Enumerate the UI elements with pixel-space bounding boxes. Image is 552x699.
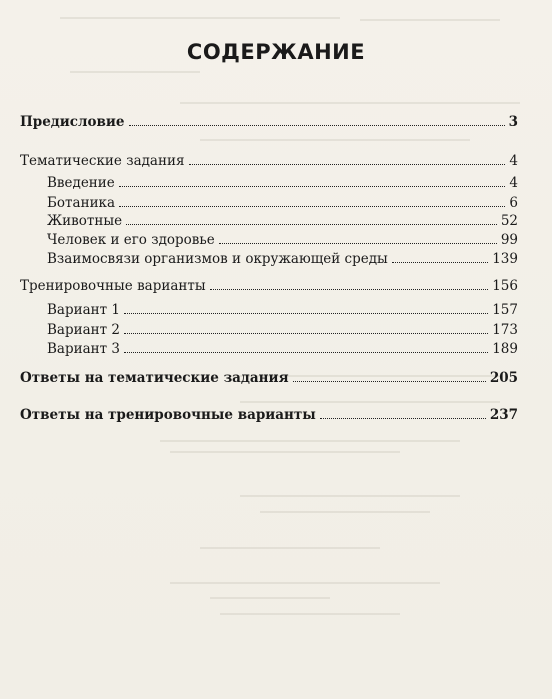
toc-entry-label: Тематические задания: [20, 153, 185, 169]
toc-page-number: 237: [489, 407, 518, 423]
toc-entry-label: Вариант 1: [47, 302, 121, 318]
dot-leader: [119, 186, 506, 187]
toc-page-number: 156: [492, 278, 518, 294]
toc-page-number: 4: [509, 153, 518, 169]
toc-page-number: 173: [492, 322, 518, 338]
dot-leader: [293, 381, 486, 382]
toc-entry-label: Человек и его здоровье: [47, 232, 215, 248]
toc-entry-training-variants[interactable]: [20, 277, 518, 295]
toc-page-number: 205: [489, 370, 518, 386]
dot-leader: [129, 125, 505, 126]
dot-leader: [320, 418, 486, 419]
toc-entry-variant-3[interactable]: [47, 340, 518, 358]
toc-entry-preface[interactable]: [20, 113, 518, 131]
toc-entry-label: Вариант 2: [47, 322, 121, 338]
toc-entry-label: Взаимосвязи организмов и окружающей среды: [47, 251, 388, 267]
dot-leader: [219, 243, 497, 244]
dot-leader: [124, 313, 488, 314]
dot-leader: [124, 333, 488, 334]
dot-leader: [210, 289, 489, 290]
toc-entry-introduction[interactable]: [47, 174, 518, 192]
toc-page-number: 6: [509, 195, 518, 211]
dot-leader: [189, 164, 506, 165]
toc-page-number: 99: [500, 232, 518, 248]
dot-leader: [124, 352, 488, 353]
toc-entry-label: Введение: [47, 175, 115, 191]
toc-page-number: 139: [492, 251, 518, 267]
toc-entry-label: Ответы на тематические задания: [20, 370, 289, 386]
toc-entry-label: Животные: [47, 213, 123, 229]
toc-entry-animals[interactable]: [47, 212, 518, 230]
toc-page-number: 189: [492, 341, 518, 357]
toc-entry-label: Ботаника: [47, 195, 116, 211]
contents-title: СОДЕРЖАНИЕ: [186, 40, 366, 64]
toc-entry-thematic-tasks[interactable]: [20, 152, 518, 170]
toc-entry-botany[interactable]: [47, 194, 518, 212]
toc-entry-variant-1[interactable]: [47, 301, 518, 319]
toc-entry-variant-2[interactable]: [47, 321, 518, 339]
dot-leader: [392, 262, 488, 263]
toc-page-number: 52: [500, 213, 518, 229]
toc-entry-label: Ответы на тренировочные варианты: [20, 407, 316, 423]
toc-entry-ecology[interactable]: [47, 250, 518, 268]
toc-page-number: 4: [509, 175, 518, 191]
toc-entry-label: Вариант 3: [47, 341, 121, 357]
dot-leader: [126, 224, 497, 225]
dot-leader: [119, 206, 505, 207]
toc-entry-label: Предисловие: [20, 114, 125, 130]
toc-entry-answers-training[interactable]: [20, 406, 518, 424]
toc-page-number: 3: [508, 114, 518, 130]
toc-entry-answers-thematic[interactable]: [20, 369, 518, 387]
toc-entry-human-health[interactable]: [47, 231, 518, 249]
toc-page-number: 157: [492, 302, 518, 318]
toc-entry-label: Тренировочные варианты: [20, 278, 206, 294]
